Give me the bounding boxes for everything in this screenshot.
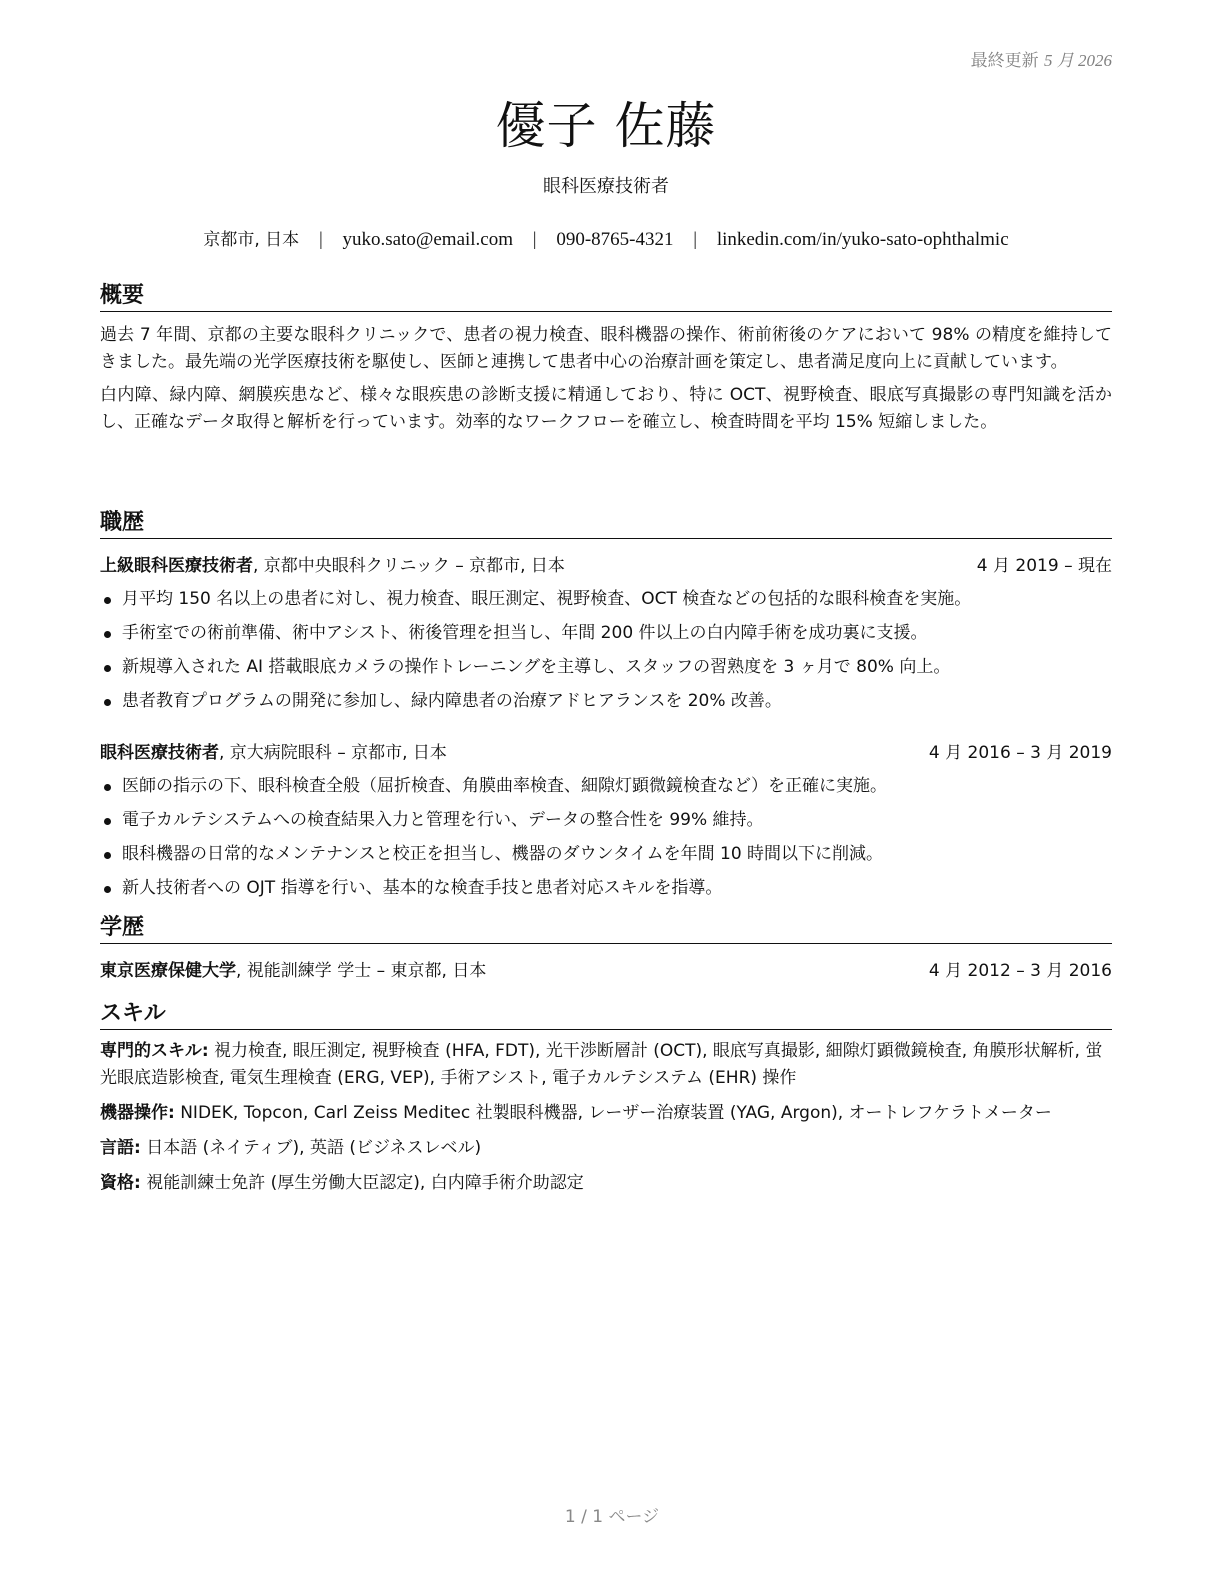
skill-text: 視力検査, 眼圧測定, 視野検査 (HFA, FDT), 光干渉断層計 (OCT), 眼底写真撮影, 細隙灯顕微鏡検査, 角膜形状解析, 蛍光眼底造影検査, 電気生理検査 (ERG, VEP), 手術アシスト, 電子カルテシステム (EHR) 操作 [100,1041,1103,1088]
education-school: 東京医療保健大学 [100,961,236,981]
summary-section [100,278,1112,436]
job-bullet: 患者教育プログラムの開発に参加し、緑内障患者の治療アドヒアランスを 20% 改善。 [100,684,1112,718]
last-updated-label: 最終更新 [970,51,1039,71]
summary-heading: 概要 [100,278,1112,312]
skill-line [100,1135,1112,1162]
skill-text: 日本語 (ネイティブ), 英語 (ビジネスレベル) [140,1138,482,1158]
contact-separator: | [693,229,698,250]
job-role: 眼科医療技術者 [100,743,219,763]
page-number: 1 / 1 ページ [564,1507,660,1527]
resume-page [100,0,1112,1584]
summary-paragraph: 白内障、緑内障、網膜疾患など、様々な眼疾患の診断支援に精通しており、特に OCT、視野検査、眼底写真撮影の専門知識を活かし、正確なデータ取得と解析を行っています。効率的なワークフローを確立し、検査時間を平均 15% 短縮しました。 [100,385,1112,432]
summary-paragraph: 過去 7 年間、京都の主要な眼科クリニックで、患者の視力検査、眼科機器の操作、術前術後のケアにおいて 98% の精度を維持してきました。最先端の光学医療技術を駆使し、医師と連携して患者中心の治療計画を策定し、患者満足度向上に貢献しています。 [100,325,1112,372]
last-updated-date: 5 月 2026 [1044,51,1112,70]
experience-section [100,505,1112,905]
education-degree: , 視能訓練学 学士 – 東京都, 日本 [236,961,487,981]
job-bullet: 月平均 150 名以上の患者に対し、視力検査、眼圧測定、視野検査、OCT 検査などの包括的な眼科検査を実施。 [100,582,1112,616]
job-dates: 4 月 2016 – 3 月 2019 [928,743,1112,763]
job-org: , 京大病院眼科 – 京都市, 日本 [219,743,447,763]
education-section [100,910,1112,981]
education-heading: 学歴 [100,910,1112,944]
skill-label: 資格: [100,1173,141,1193]
contact-line [100,225,1112,251]
skill-line [100,1038,1112,1092]
job-bullet: 新規導入された AI 搭載眼底カメラの操作トレーニングを主導し、スタッフの習熟度を 3 ヶ月で 80% 向上。 [100,650,1112,684]
candidate-name: 優子 佐藤 [495,97,717,155]
skill-label: 言語: [100,1138,141,1158]
skill-line [100,1100,1112,1127]
candidate-title: 眼科医療技術者 [543,176,669,197]
job-bullets [100,769,1112,905]
skill-label: 専門的スキル: [100,1041,209,1061]
job-bullet: 眼科機器の日常的なメンテナンスと校正を担当し、機器のダウンタイムを年間 10 時間以下に削減。 [100,837,1112,871]
job-dates: 4 月 2019 – 現在 [976,556,1112,576]
job-title-line [100,551,565,576]
contact-separator: | [318,229,323,250]
education-title-line [100,956,486,981]
skill-text: 視能訓練士免許 (厚生労働大臣認定), 白内障手術介助認定 [140,1173,584,1193]
skill-text: NIDEK, Topcon, Carl Zeiss Meditec 社製眼科機器, レーザー治療装置 (YAG, Argon), オートレフケラトメーター [174,1103,1052,1123]
job-header [100,551,1112,576]
last-updated [971,46,1112,71]
job-role: 上級眼科医療技術者 [100,556,253,576]
skills-heading: スキル [100,996,1112,1030]
job-header [100,738,1112,763]
job-title-line [100,738,447,763]
contact-location: 京都市, 日本 [203,230,300,250]
contact-email-link[interactable]: yuko.sato@email.com [342,229,514,250]
job-bullets [100,582,1112,718]
job-org: , 京都中央眼科クリニック – 京都市, 日本 [253,556,565,576]
job-bullet: 医師の指示の下、眼科検査全般（屈折検査、角膜曲率検査、細隙灯顕微鏡検査など）を正確に実施。 [100,769,1112,803]
contact-linkedin-link[interactable]: linkedin.com/in/yuko-sato-ophthalmic [716,229,1009,250]
job-bullet: 手術室での術前準備、術中アシスト、術後管理を担当し、年間 200 件以上の白内障手術を成功裏に支援。 [100,616,1112,650]
skill-line [100,1170,1112,1197]
contact-phone-link[interactable]: 090-8765-4321 [556,229,674,250]
skills-section [100,996,1112,1197]
experience-heading: 職歴 [100,505,1112,539]
contact-separator: | [532,229,537,250]
job-bullet: 新人技術者への OJT 指導を行い、基本的な検査手技と患者対応スキルを指導。 [100,871,1112,905]
job-bullet: 電子カルテシステムへの検査結果入力と管理を行い、データの整合性を 99% 維持。 [100,803,1112,837]
education-dates: 4 月 2012 – 3 月 2016 [928,961,1112,981]
education-entry [100,956,1112,981]
skill-label: 機器操作: [100,1103,175,1123]
